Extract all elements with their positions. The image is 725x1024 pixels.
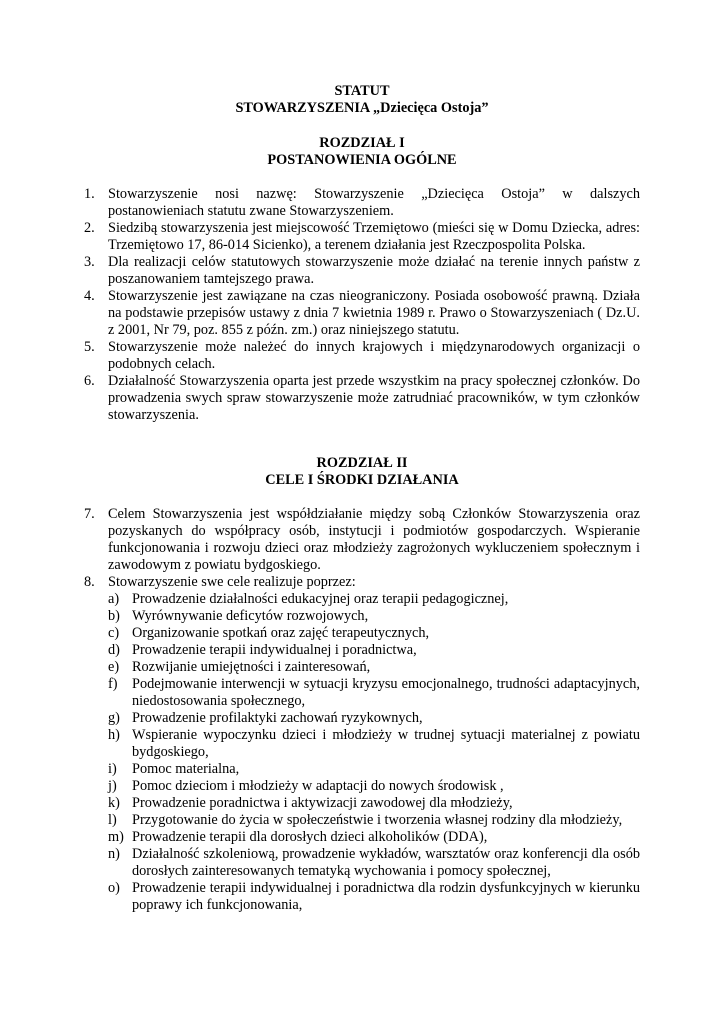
item-letter: f) xyxy=(108,676,118,692)
sublist-item xyxy=(108,591,640,608)
item-text: Stowarzyszenie swe cele realizuje poprzez: xyxy=(108,574,356,590)
item-letter: b) xyxy=(108,608,120,624)
item-letter: c) xyxy=(108,625,120,641)
item-text: Rozwijanie umiejętności i zainteresowań, xyxy=(132,659,371,675)
list-item xyxy=(84,574,640,914)
item-text: Stowarzyszenie może należeć do innych krajowych i międzynarodowych organizacji o podobnych celach. xyxy=(108,339,640,372)
sublist-item xyxy=(108,846,640,880)
item-text: Działalność szkoleniową, prowadzenie wykładów, warsztatów oraz konferencji dla osób dorosłych zainteresowanych tematyką wychowania i pomocy społecznej, xyxy=(132,846,640,879)
sublist-item xyxy=(108,625,640,642)
item-text: Organizowanie spotkań oraz zajęć terapeutycznych, xyxy=(132,625,430,641)
item-number: 3. xyxy=(84,254,95,270)
sublist-item xyxy=(108,710,640,727)
list-item xyxy=(84,373,640,424)
section-number: ROZDZIAŁ I xyxy=(319,135,405,151)
sublist-item xyxy=(108,829,640,846)
list-item xyxy=(84,339,640,373)
list-item xyxy=(84,254,640,288)
item-letter: i) xyxy=(108,761,117,777)
item-number: 6. xyxy=(84,373,95,389)
item-text: Prowadzenie terapii dla dorosłych dzieci alkoholików (DDA), xyxy=(132,829,488,845)
sublist-item xyxy=(108,676,640,710)
item-letter: j) xyxy=(108,778,117,794)
item-number: 7. xyxy=(84,506,95,522)
item-text: Działalność Stowarzyszenia oparta jest przede wszystkim na pracy społecznej członków. Do prowadzenia swych spraw stowarzyszenie może zatrudniać pracowników, w tym członków stowarzyszenia. xyxy=(108,373,640,423)
item-letter: e) xyxy=(108,659,120,675)
item-letter: k) xyxy=(108,795,120,811)
title-line: STOWARZYSZENIA „Dziecięca Ostoja” xyxy=(235,100,489,116)
item-text: Celem Stowarzyszenia jest współdziałanie między sobą Członków Stowarzyszenia oraz pozyskanych do współpracy osób, instytucji i podmiotów gospodarczych. Wspieranie funkcjonowania i rozwoju dzieci oraz młodzieży zagrożonych wykluczeniem społecznym i zawodowym z powiatu bydgoskiego. xyxy=(108,506,640,573)
item-letter: a) xyxy=(108,591,120,607)
item-letter: h) xyxy=(108,727,120,743)
sublist-item xyxy=(108,761,640,778)
lettered-sublist xyxy=(108,591,640,914)
numbered-list xyxy=(84,506,640,914)
section-number: ROZDZIAŁ II xyxy=(316,455,408,471)
section-heading xyxy=(84,135,640,169)
item-number: 8. xyxy=(84,574,95,590)
item-text: Podejmowanie interwencji w sytuacji kryzysu emocjonalnego, trudności adaptacyjnych, niedostosowania społecznego, xyxy=(132,676,640,709)
item-text: Prowadzenie działalności edukacyjnej oraz terapii pedagogicznej, xyxy=(132,591,509,607)
item-text: Stowarzyszenie jest zawiązane na czas nieograniczony. Posiada osobowość prawną. Działa na podstawie przepisów ustawy z dnia 7 kwietnia 1989 r. Prawo o Stowarzyszeniach ( Dz.U. z 2001, Nr 79, poz. 855 z późn. zm.) oraz niniejszego statutu. xyxy=(108,288,640,338)
item-letter: g) xyxy=(108,710,120,726)
sublist-item xyxy=(108,795,640,812)
section-heading xyxy=(84,455,640,489)
item-number: 5. xyxy=(84,339,95,355)
item-number: 4. xyxy=(84,288,95,304)
sublist-item xyxy=(108,642,640,659)
section-title: POSTANOWIENIA OGÓLNE xyxy=(267,152,457,168)
item-letter: l) xyxy=(108,812,117,828)
item-text: Dla realizacji celów statutowych stowarzyszenie może działać na terenie innych państw z poszanowaniem tamtejszego prawa. xyxy=(108,254,640,287)
sublist-item xyxy=(108,812,640,829)
item-letter: n) xyxy=(108,846,120,862)
sublist-item xyxy=(108,608,640,625)
item-text: Przygotowanie do życia w społeczeństwie i tworzenia własnej rodziny dla młodzieży, xyxy=(132,812,623,828)
document-title xyxy=(84,83,640,117)
item-text: Prowadzenie terapii indywidualnej i poradnictwa, xyxy=(132,642,417,658)
item-number: 1. xyxy=(84,186,95,202)
item-text: Wyrównywanie deficytów rozwojowych, xyxy=(132,608,369,624)
numbered-list xyxy=(84,186,640,424)
item-number: 2. xyxy=(84,220,95,236)
item-text: Prowadzenie poradnictwa i aktywizacji zawodowej dla młodzieży, xyxy=(132,795,513,811)
list-item xyxy=(84,186,640,220)
section-title: CELE I ŚRODKI DZIAŁANIA xyxy=(265,472,459,488)
list-item xyxy=(84,288,640,339)
item-text: Prowadzenie terapii indywidualnej i poradnictwa dla rodzin dysfunkcyjnych w kierunku poprawy ich funkcjonowania, xyxy=(132,880,640,913)
item-text: Wspieranie wypoczynku dzieci i młodzieży w trudnej sytuacji materialnej z powiatu bydgoskiego, xyxy=(132,727,640,760)
item-text: Stowarzyszenie nosi nazwę: Stowarzyszenie „Dziecięca Ostoja” w dalszych postanowieniach statutu zwane Stowarzyszeniem. xyxy=(108,186,640,219)
item-text: Siedzibą stowarzyszenia jest miejscowość Trzemiętowo (mieści się w Domu Dziecka, adres: Trzemiętowo 17, 86-014 Sicienko), a terenem działania jest Rzeczpospolita Polska. xyxy=(108,220,640,253)
item-text: Pomoc dzieciom i młodzieży w adaptacji do nowych środowisk , xyxy=(132,778,504,794)
sublist-item xyxy=(108,778,640,795)
item-text: Pomoc materialna, xyxy=(132,761,240,777)
item-text: Prowadzenie profilaktyki zachowań ryzykownych, xyxy=(132,710,423,726)
list-item xyxy=(84,220,640,254)
sublist-item xyxy=(108,659,640,676)
item-letter: d) xyxy=(108,642,120,658)
sublist-item xyxy=(108,880,640,914)
sublist-item xyxy=(108,727,640,761)
title-line: STATUT xyxy=(334,83,390,99)
item-letter: m) xyxy=(108,829,124,845)
item-letter: o) xyxy=(108,880,120,896)
list-item xyxy=(84,506,640,574)
